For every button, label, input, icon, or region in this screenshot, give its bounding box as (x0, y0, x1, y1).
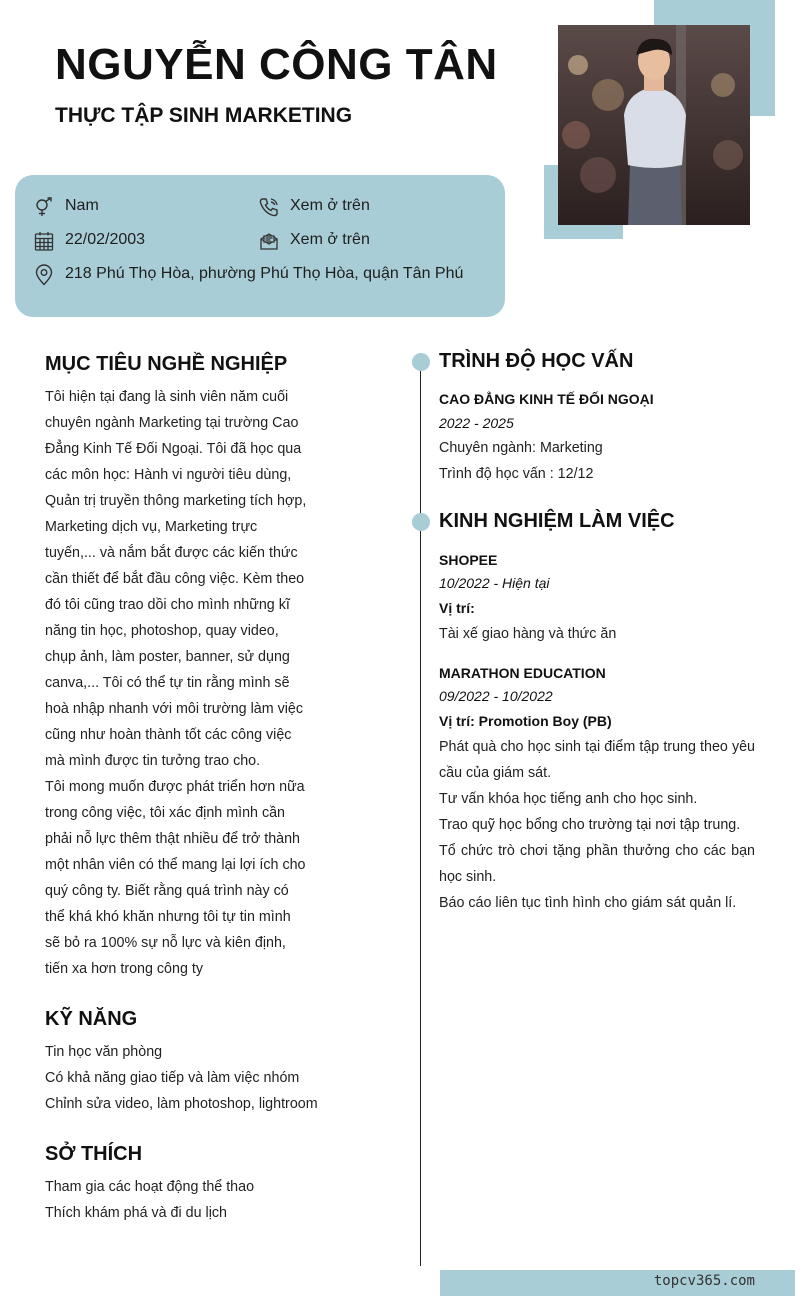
email-value: Xem ở trên (290, 231, 370, 248)
objective-line: Đẳng Kinh Tế Đối Ngoại. Tôi đã học qua (45, 441, 302, 457)
objective-line: tiến xa hơn trong công ty (45, 961, 203, 977)
timeline-dot-education (412, 353, 430, 371)
profile-photo (558, 25, 750, 225)
objective-line: phải nỗ lực thêm thật nhiều để trở thành (45, 831, 301, 847)
gender-value: Nam (65, 197, 99, 214)
phone-icon (258, 196, 280, 218)
objective-line: chuyên ngành Marketing tại trường Cao (45, 415, 299, 431)
objective-line: mà mình được tin tưởng trao cho. (45, 753, 261, 769)
objective-line: năng tin học, photoshop, quay video, (45, 623, 279, 639)
skill-item: Tin học văn phòng (45, 1044, 163, 1060)
objective-line: thể khá khó khăn nhưng tôi tự tin mình (45, 909, 291, 925)
timeline-dot-experience (412, 513, 430, 531)
objective-line: cần thiết để bắt đầu công việc. Kèm theo (45, 571, 305, 587)
objective-line: quý công ty. Biết rằng quá trình này có (45, 883, 289, 899)
skill-item: Có khả năng giao tiếp và làm việc nhóm (45, 1070, 300, 1086)
objective-line: chụp ảnh, làm poster, banner, sử dụng (45, 649, 290, 665)
job-company: SHOPEE (439, 552, 498, 568)
objective-line: một nhân viên có thể mang lại lợi ích cho (45, 857, 306, 873)
objective-line: Tôi mong muốn được phát triển hơn nữa (45, 779, 305, 795)
objective-line: cũng như hoàn thành tốt các công việc (45, 727, 292, 743)
birthdate-row (65, 231, 145, 249)
education-period: 2022 - 2025 (439, 415, 514, 431)
timeline-line (420, 362, 421, 1266)
gender-icon (33, 196, 55, 218)
email-icon (258, 230, 280, 252)
objective-line: Tôi hiện tại đang là sinh viên năm cuối (45, 389, 289, 405)
address-value: 218 Phú Thọ Hòa, phường Phú Thọ Hòa, quận Tân Phú (65, 265, 464, 282)
job-role: Vị trí: (439, 600, 475, 616)
objective-line: sẽ bỏ ra 100% sự nỗ lực và kiên định, (45, 935, 286, 951)
objective-line: canva,... Tôi có thể tự tin rằng mình sẽ (45, 675, 290, 691)
job-detail: Tài xế giao hàng và thức ăn (439, 626, 617, 642)
objective-line: Marketing dịch vụ, Marketing trực (45, 519, 258, 535)
phone-value: Xem ở trên (290, 197, 370, 214)
education-title: TRÌNH ĐỘ HỌC VẤN (439, 350, 634, 372)
phone-row (290, 197, 370, 215)
skills-list (45, 1039, 318, 1117)
email-row (290, 231, 370, 249)
objective-line: đó tôi cũng trao dồi cho mình những kĩ (45, 597, 290, 613)
gender-row (65, 197, 99, 215)
objective-line: tuyến,... và nắm bắt được các kiến thức (45, 545, 298, 561)
skill-item: Chỉnh sửa video, làm photoshop, lightroom (45, 1096, 318, 1112)
hobby-item: Tham gia các hoạt động thể thao (45, 1179, 255, 1195)
watermark: topcv365.com (653, 1273, 755, 1289)
education-level: Trình độ học vấn : 12/12 (439, 466, 594, 482)
job-role: Vị trí: Promotion Boy (PB) (439, 713, 612, 729)
skills-title: KỸ NĂNG (45, 1008, 138, 1030)
job-company: MARATHON EDUCATION (439, 665, 606, 681)
job-period: 09/2022 - 10/2022 (439, 688, 553, 704)
job-details-list (439, 734, 755, 916)
objective-text (45, 384, 345, 982)
objective-line: các môn học: Hành vi người tiêu dùng, (45, 467, 292, 483)
address-row (65, 265, 463, 283)
location-pin-icon (33, 264, 55, 286)
job-detail: Trao quỹ học bổng cho trường tại nơi tập trung. (439, 817, 741, 833)
objective-line: trong công việc, tôi xác định mình cần (45, 805, 286, 821)
footer-bar (440, 1270, 795, 1296)
hobby-item: Thích khám phá và đi du lịch (45, 1205, 227, 1221)
job-period: 10/2022 - Hiện tại (439, 575, 550, 591)
objective-line: Quản trị truyền thông marketing tích hợp, (45, 493, 307, 509)
objective-title: MỤC TIÊU NGHỀ NGHIỆP (45, 353, 288, 375)
hobbies-title: SỞ THÍCH (45, 1143, 143, 1165)
job-detail: Báo cáo liên tục tình hình cho giám sát quản lí. (439, 895, 737, 911)
job-detail: Phát quà cho học sinh tại điểm tập trung theo yêu cầu của giám sát. (439, 739, 755, 781)
job-title: THỰC TẬP SINH MARKETING (55, 104, 353, 127)
calendar-icon (33, 230, 55, 252)
experience-title: KINH NGHIỆM LÀM VIỆC (439, 510, 675, 532)
job-detail: Tư vấn khóa học tiếng anh cho học sinh. (439, 791, 698, 807)
candidate-name: NGUYỄN CÔNG TÂN (55, 40, 498, 89)
education-major: Chuyên ngành: Marketing (439, 440, 603, 456)
education-school: CAO ĐẲNG KINH TẾ ĐỐI NGOẠI (439, 391, 654, 407)
objective-line: hoà nhập nhanh với môi trường làm việc (45, 701, 304, 717)
birthdate-value: 22/02/2003 (65, 231, 146, 248)
hobbies-list (45, 1174, 254, 1226)
job-detail: Tổ chức trò chơi tặng phần thưởng cho các bạn học sinh. (439, 843, 755, 885)
